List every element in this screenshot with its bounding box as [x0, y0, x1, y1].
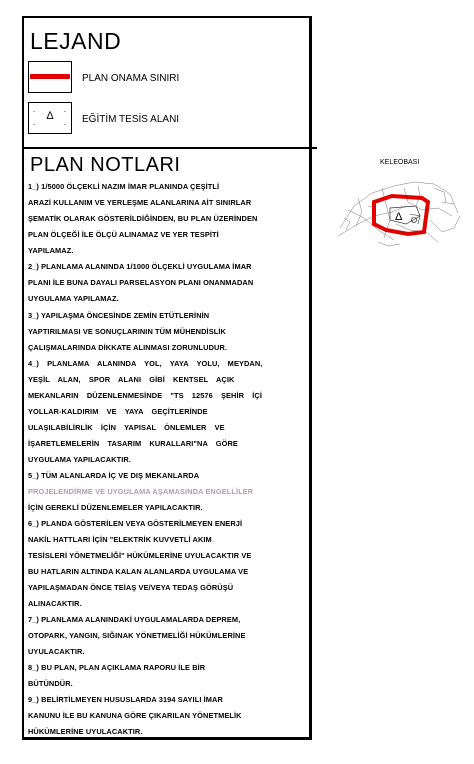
notes-title: PLAN NOTLARI [30, 154, 181, 176]
plan-note-line: İŞARETLEMELERİN TASARIM KURALLARI"NA GÖRE [28, 439, 238, 448]
plan-note-line: KANUNU İLE BU KANUNA GÖRE ÇIKARILAN YÖNETMELİK [28, 711, 242, 720]
plan-note-line: ULAŞILABİLİRLİK İÇİN YAPISAL ÖNLEMLER VE [28, 423, 225, 432]
plan-note-line: HÜKÜMLERİNE UYULACAKTIR. [28, 727, 143, 736]
plan-note-line: ÇALIŞMALARINDA DİKKATE ALINMASI ZORUNLUDUR. [28, 343, 228, 352]
plan-note-line: ALINACAKTIR. [28, 599, 82, 608]
plan-note-line: ŞEMATİK OLARAK GÖSTERİLDİĞİNDEN, BU PLAN ÜZERİNDEN [28, 214, 258, 223]
plan-note-line: 7_) PLANLAMA ALANINDAKİ UYGULAMALARDA DEPREM, [28, 615, 241, 624]
plan-note-line: YOLLAR-KALDIRIM VE YAYA GEÇİTLERİNDE [28, 407, 208, 416]
plan-note-line: TESİSLERİ YÖNETMELİĞİ" HÜKÜMLERİNE UYULACAKTIR VE [28, 551, 252, 560]
legend-label-boundary: PLAN ONAMA SINIRI [82, 73, 180, 84]
plan-note-line: PLAN ÖLÇEĞİ İLE ÖLÇÜ ALINAMAZ VE YER TESPİTİ [28, 230, 219, 239]
red-boundary-line-icon [30, 74, 70, 79]
circle-icon [412, 218, 417, 223]
plan-note-line: YAPILAMAZ. [28, 246, 74, 255]
legend-symbol-boundary [28, 61, 72, 93]
dot-icon: . [33, 118, 36, 127]
plan-note-line: MEKANLARIN DÜZENLENMESİNDE "TS 12576 ŞEHİR İÇİ [28, 391, 262, 400]
key-map-label: KELEOBASI [380, 159, 420, 166]
plan-note-line: 1_) 1/5000 ÖLÇEKLİ NAZIM İMAR PLANINDA ÇEŞİTLİ [28, 182, 220, 191]
plan-note-line: İÇİN GEREKLİ DÜZENLEMELER YAPILACAKTIR. [28, 503, 203, 512]
plan-note-line: YAPTIRILMASI VE SONUÇLARININ TÜM MÜHENDİSLİK [28, 327, 226, 336]
dot-icon: . [33, 105, 36, 114]
section-divider [22, 147, 317, 149]
plan-note-line: 4_) PLANLAMA ALANINDA YOL, YAYA YOLU, MEYDAN, [28, 359, 263, 368]
legend-label-education: EĞİTİM TESİS ALANI [82, 114, 180, 125]
triangle-icon: Δ [395, 211, 403, 223]
plan-note-line: UYGULAMA YAPILAMAZ. [28, 294, 119, 303]
plan-note-line: OTOPARK, YANGIN, SIĞINAK YÖNETMELİĞİ HÜKÜMLERİNE [28, 631, 246, 640]
legend-symbol-education [28, 102, 72, 134]
plan-note-line: 8_) BU PLAN, PLAN AÇIKLAMA RAPORU İLE BİR [28, 663, 206, 672]
legend-title: LEJAND [30, 28, 122, 54]
plan-note-line: ARAZİ KULLANIM VE YERLEŞME ALANLARINA AİT SINIRLAR [28, 198, 252, 207]
plan-note-line: PROJELENDİRME VE UYGULAMA AŞAMASINDA ENGELLİLER [28, 487, 254, 496]
key-map [334, 158, 464, 258]
plan-note-line: 3_) YAPILAŞMA ÖNCESİNDE ZEMİN ETÜTLERİNİN [28, 311, 210, 320]
dot-icon: . [63, 118, 66, 127]
dot-icon: . [63, 105, 66, 114]
plan-note-line: 5_) TÜM ALANLARDA İÇ VE DIŞ MEKANLARDA [28, 471, 200, 480]
plan-note-line: BÜTÜNDÜR. [28, 679, 73, 688]
plan-note-line: 6_) PLANDA GÖSTERİLEN VEYA GÖSTERİLMEYEN ENERJİ [28, 519, 243, 528]
plan-note-line: 9_) BELİRTİLMEYEN HUSUSLARDA 3194 SAYILI İMAR [28, 695, 223, 704]
plan-note-line: YAPILAŞMADAN ÖNCE TEİAŞ VE/VEYA TEDAŞ GÖRÜŞÜ [28, 583, 234, 592]
plan-note-line: PLANI İLE BUNA DAYALI PARSELASYON PLANI ONANMADAN [28, 278, 254, 287]
plan-note-line: 2_) PLANLAMA ALANINDA 1/1000 ÖLÇEKLİ UYGULAMA İMAR [28, 262, 252, 271]
plan-note-line: BU HATLARIN ALTINDA KALAN ALANLARDA UYGULAMA VE [28, 567, 249, 576]
plan-note-line: UYULACAKTIR. [28, 647, 85, 656]
triangle-icon: Δ [46, 110, 54, 122]
plan-note-line: UYGULAMA YAPILACAKTIR. [28, 455, 131, 464]
plan-note-line: NAKİL HATTLARI İÇİN "ELEKTRİK KUVVETLİ AKIM [28, 535, 212, 544]
plan-note-line: YEŞİL ALAN, SPOR ALANI GİBİ KENTSEL AÇIK [28, 375, 235, 384]
